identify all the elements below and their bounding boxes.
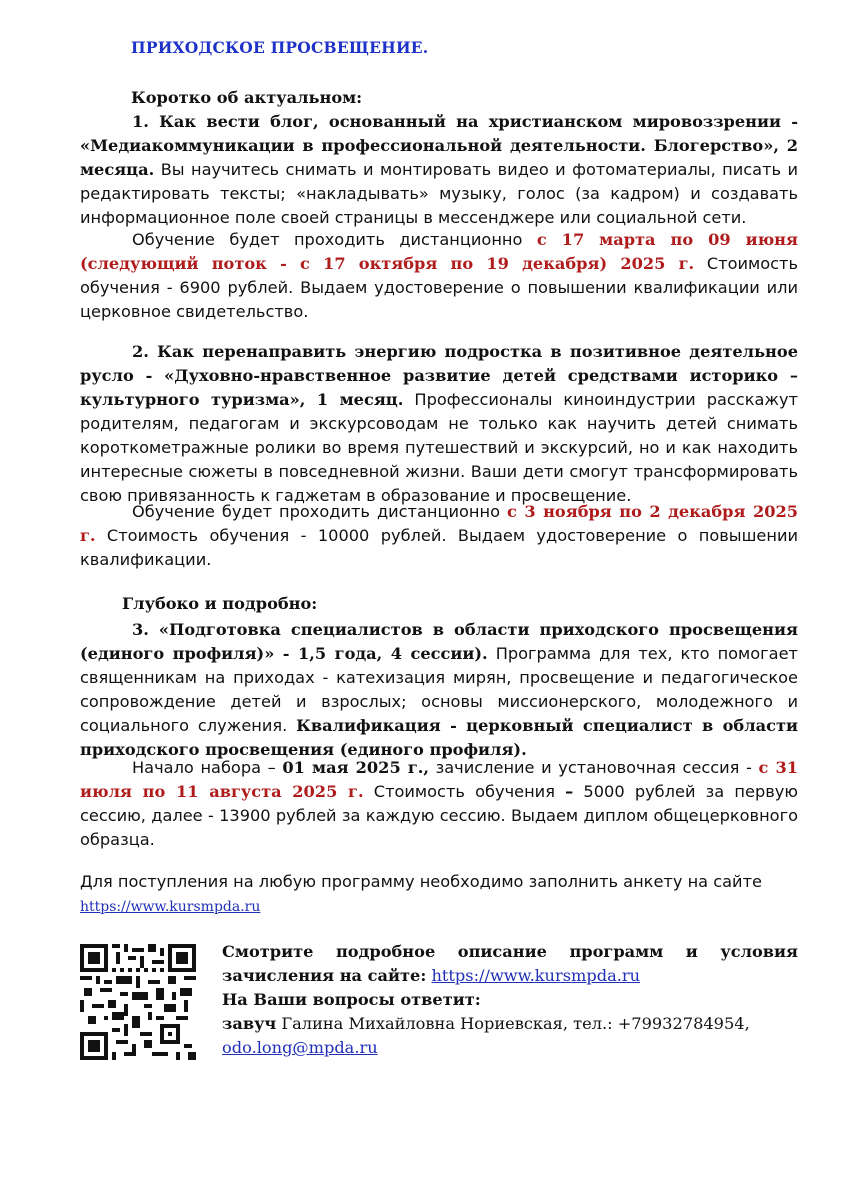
contact-site-label: Смотрите подробное описание программ и условия зачисления на сайте: <box>222 942 798 985</box>
program-3-description <box>80 618 798 762</box>
program-3-start-date: 01 мая 2025 г., <box>282 758 430 777</box>
program-2-text: Профессионалы киноиндустрии расскажут родителям, педагогам и экскурсоводам не только как научить детей снимать короткометражные ролики во время путешествий и экскурсий, но и как находить интересные сюжеты в повседневной жизни. Ваши дети смогут трансформировать свою привязанность к гаджетам в образование и просвещение. <box>80 390 798 505</box>
program-3-cost: 5000 рублей за первую сессию, далее - 13900 рублей за каждую сессию. Выдаем диплом общецерковного образца. <box>80 782 798 849</box>
page-title: ПРИХОДСКОЕ ПРОСВЕЩЕНИЕ. <box>131 38 429 57</box>
program-1-dates: с 17 марта по 09 июня (следующий поток - с 17 октября по 19 декабря) 2025 г. <box>80 230 798 273</box>
program-1-text: Вы научитесь снимать и монтировать видео и фотоматериалы, писать и редактировать тексты; «накладывать» музыку, голос (за кадром) и создавать информационное поле своей страницы в мессенджере или социальной сети. <box>80 160 798 227</box>
section-heading-brief: Коротко об актуальном: <box>131 88 363 107</box>
program-2-title: 2. Как перенаправить энергию подростка в позитивное деятельное русло - «Духовно-нравственное развитие детей средствами историко – культурного туризма», 1 месяц. <box>80 342 798 409</box>
admission-note <box>80 870 798 919</box>
contact-role: завуч <box>222 1014 277 1033</box>
program-2-schedule-lead: Обучение будет проходить дистанционно <box>132 502 507 521</box>
program-3-session-text: зачисление и установочная сессия - <box>429 758 759 777</box>
program-1-title: 1. Как вести блог, основанный на христианском мировоззрении - «Медиакоммуникации в профессиональной деятельности. Блогерство», 2 месяца. <box>80 112 798 179</box>
program-1-schedule <box>80 228 798 324</box>
program-2-description <box>80 340 798 508</box>
program-1-schedule-lead: Обучение будет проходить дистанционно <box>132 230 537 249</box>
program-3-dash: – <box>565 782 574 801</box>
program-3-schedule-lead: Начало набора – <box>132 758 283 777</box>
admission-link[interactable]: https://www.kursmpda.ru <box>80 899 261 915</box>
contact-questions-label: На Ваши вопросы ответит: <box>222 990 481 1009</box>
program-2-dates: с 3 ноября по 2 декабря 2025 г. <box>80 502 798 545</box>
program-3-title: 3. «Подготовка специалистов в области приходского просвещения (единого профиля)» - 1,5 года, 4 сессии). <box>80 620 798 663</box>
admission-text: Для поступления на любую программу необходимо заполнить анкету на сайте <box>80 872 762 891</box>
contact-block <box>222 940 798 1060</box>
contact-person: Галина Михайловна Нориевская, тел.: +79932784954, <box>276 1014 750 1033</box>
program-3-text: Программа для тех, кто помогает священникам на приходах - катехизация мирян, просвещение и педагогическое сопровождение детей и взрослых; основы миссионерского, молодежного и социального служения. <box>80 644 798 735</box>
program-2-schedule <box>80 500 798 572</box>
contact-email-link[interactable]: odo.long@mpda.ru <box>222 1038 378 1057</box>
program-3-cost-lead: Стоимость обучения <box>363 782 566 801</box>
program-3-dates: с 31 июля по 11 августа 2025 г. <box>80 758 798 801</box>
section-heading-deep: Глубоко и подробно: <box>122 594 318 613</box>
program-1-description <box>80 110 798 230</box>
qr-code-image <box>80 944 196 1060</box>
contact-site-link[interactable]: https://www.kursmpda.ru <box>431 966 641 985</box>
program-1-cost: Стоимость обучения - 6900 рублей. Выдаем удостоверение о повышении квалификации или церковное свидетельство. <box>80 254 798 321</box>
program-2-cost: Стоимость обучения - 10000 рублей. Выдаем удостоверение о повышении квалификации. <box>80 526 798 569</box>
program-3-qualification: Квалификация - церковный специалист в области приходского просвещения (единого профиля). <box>80 716 798 759</box>
program-3-schedule <box>80 756 798 852</box>
